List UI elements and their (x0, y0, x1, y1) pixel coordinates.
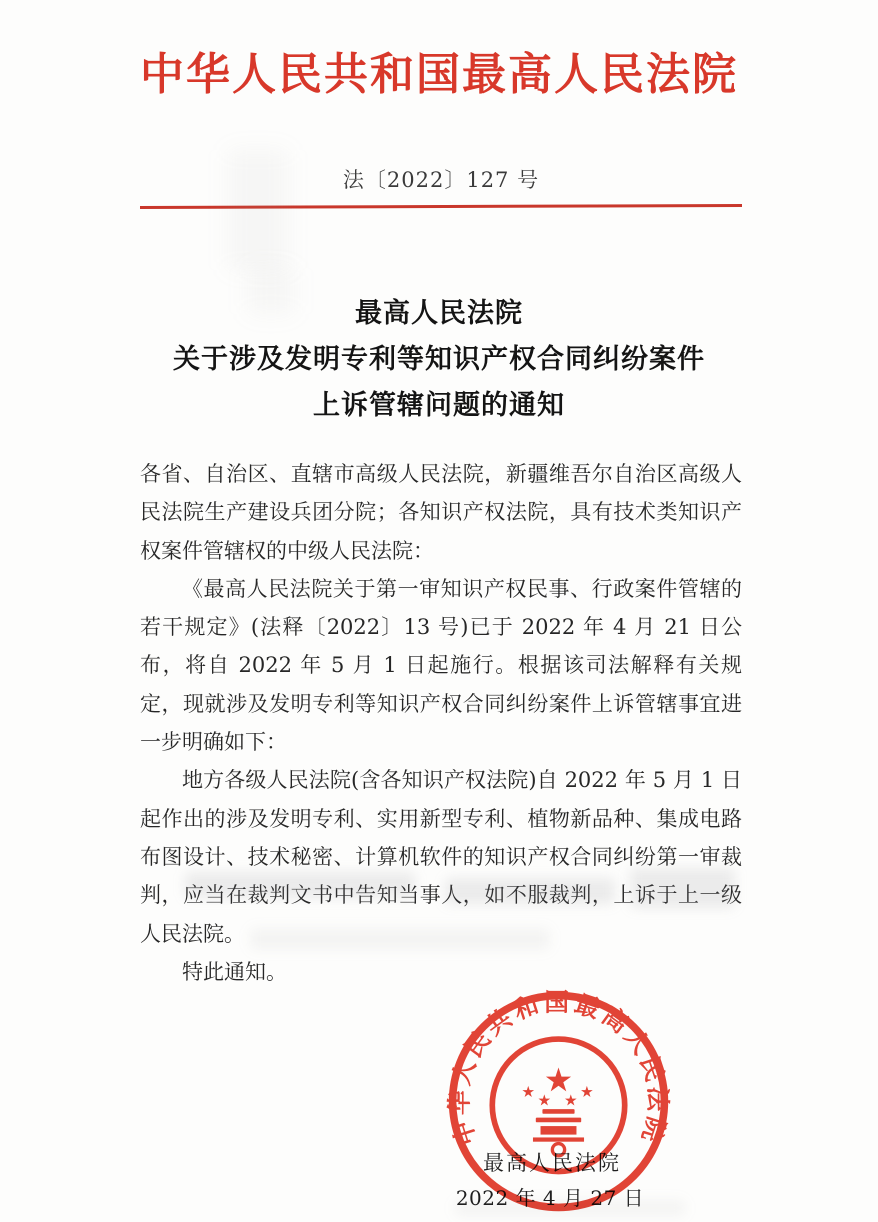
addressee-paragraph: 各省、自治区、直辖市高级人民法院，新疆维吾尔自治区高级人民法院生产建设兵团分院；各知识产权法院，具有技术类知识产权案件管辖权的中级人民法院： (140, 462, 742, 563)
issuer-signature: 最高人民法院 (483, 1151, 621, 1175)
bleed-through-smudge (185, 872, 415, 898)
body-paragraph-2: 地方各级人民法院(含各知识产权法院)自 2022 年 5 月 1 日起作出的涉及发明专利、实用新型专利、植物新品种、集成电路布图设计、技术秘密、计算机软件的知识产权合同纠纷第一审裁判，应当在裁判文书中告知当事人，如不服裁判，上诉于上一级人民法院。 (140, 768, 742, 946)
notice-body (140, 455, 742, 991)
notice-title-line-3: 上诉管辖问题的通知 (313, 390, 565, 421)
issue-date: 2022 年 4 月 27 日 (455, 1186, 645, 1210)
notice-title (89, 291, 789, 429)
official-seal-icon (445, 988, 672, 1215)
document-number: 法〔2022〕127 号 (342, 168, 540, 192)
national-emblem-icon (492, 1039, 624, 1171)
notice-title-line-1: 最高人民法院 (355, 298, 523, 329)
body-paragraph-1: 《最高人民法院关于第一审知识产权民事、行政案件管辖的若干规定》(法释〔2022〕13 号)已于 2022 年 4 月 21 日公布，将自 2022 年 5 月 1 日起施行。根据该司法解释有关规定，现就涉及发明专利等知识产权合同纠纷案件上诉管辖事宜进一步明确如下： (140, 576, 742, 755)
scan-smudge (248, 268, 294, 314)
bleed-through-smudge (250, 928, 550, 950)
scan-smudge (228, 150, 288, 270)
notice-title-line-2: 关于涉及发明专利等知识产权合同纠纷案件 (173, 344, 705, 375)
seal-ring-text: 中华人民共和国最高人民法院 (445, 988, 672, 1150)
closing-paragraph: 特此通知。 (182, 959, 287, 984)
bleed-through-smudge (445, 878, 615, 904)
court-header-title: 中华人民共和国最高人民法院 (140, 49, 738, 100)
seal-outer-ring (453, 996, 665, 1208)
bleed-through-smudge (630, 868, 735, 908)
